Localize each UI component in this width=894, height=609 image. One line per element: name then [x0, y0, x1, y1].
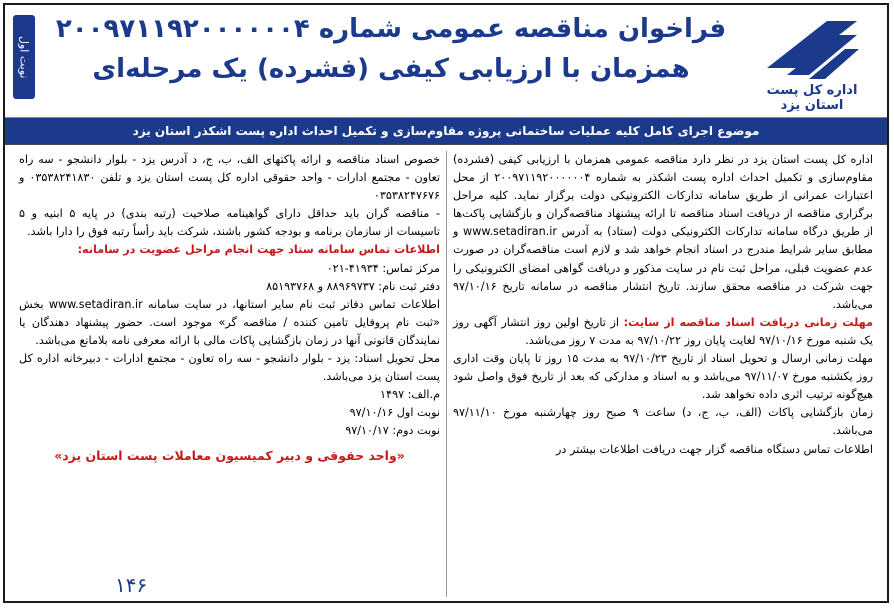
- right-column: [446, 151, 879, 597]
- second-turn-date: نوبت دوم: ۹۷/۱۰/۱۷: [345, 424, 440, 438]
- notice-subtitle: همزمان با ارزیابی کیفی (فشرده) یک مرحله‌ای: [92, 54, 690, 84]
- contact-address: خصوص اسناد مناقصه و ارائه پاکتهای الف، ب، ج، د آدرس یزد - بلوار دانشجو - سه راه تعاون - مجتمع ادارات - واحد حقوقی اداره کل پست استان یزد و تلفن ۰۳۵۳۸۲۴۱۸۳۰ و ۰۳۵۳۸۲۴۷۶۷۶: [19, 153, 440, 203]
- post-logo-icon: [757, 13, 867, 83]
- signature-line: «واحد حقوقی و دبیر کمیسیون معاملات پست استان یزد»: [54, 447, 405, 463]
- post-logo: [747, 13, 877, 113]
- registration-info: اطلاعات تماس دفاتر ثبت نام سایر استانها، در سایت سامانه www.setadiran.ir بخش «ثبت نام پروفایل تامین کننده / مناقصه گر» موجود است. حضور پیشنهاد دهندگان یا نمایندگان قانونی آنها در زمان بازگشایی پاکات مالی با ارائه معرفی نامه بلامانع می‌باشد.: [19, 297, 440, 347]
- setad-contact-heading: اطلاعات تماس سامانه ستاد جهت انجام مراحل عضویت در سامانه:: [77, 243, 440, 257]
- turn-badge: نوبت اول: [13, 15, 35, 99]
- reference-number: م.الف: ۱۴۹۷: [380, 388, 440, 402]
- organization-name: اداره کل پست استان یزد: [766, 83, 858, 113]
- document-deadline: از تاریخ اولین روز انتشار آگهی روز یک شنبه مورخ ۹۷/۱۰/۱۶ لغایت پایان روز ۹۷/۱۰/۲۲ به مدت ۷ روز می‌باشد.: [453, 315, 873, 347]
- qualification-requirement: - مناقصه گران باید حداقل دارای گواهینامه صلاحیت (رتبه بندی) در پایه ۵ ابنیه و ۵ تاسیسات از سازمان برنامه و بودجه کشور باشند، شرکت باید رأساً رتبه فوق را دارا باشد.: [19, 207, 440, 239]
- tender-notice-page: [3, 3, 889, 603]
- intro-paragraph: اداره کل پست استان یزد در نظر دارد مناقصه عمومی همزمان با ارزیابی کیفی (فشرده) مقاوم‌سازی و تکمیل احداث اداره پست اشکذر به شماره ۲۰۰۹۷۱۱۹۲۰۰۰۰۰۰۴ از محل اعتبارات عمرانی از طریق سامانه تدارکات الکترونیکی دولت برگزار نماید. کلیه مراحل برگزاری مناقصه از دریافت اسناد مناقصه تا ارائه پیشنهاد مناقصه‌گران و بازگشایی پاکت‌ها از طریق درگاه سامانه تدارکات الکترونیکی دولت (ستاد) به آدرس www.setadiran.ir و مطابق سایر شرایط مندرج در اسناد انجام خواهد شد و لازم است مناقصه‌گران در صورت عدم عضویت قبلی، مراحل ثبت نام در سایت مذکور و دریافت گواهی امضای الکترونیکی را جهت شرکت در مناقصه محقق سازند. تاریخ انتشار مناقصه در سامانه تاریخ ۹۷/۱۰/۱۶ می‌باشد.: [453, 153, 873, 311]
- title-block: [45, 9, 737, 89]
- submission-deadline: مهلت زمانی ارسال و تحویل اسناد از تاریخ ۹۷/۱۰/۲۳ به مدت ۱۵ روز تا پایان وقت اداری روز یکشنبه مورخ ۹۷/۱۱/۰۷ می‌باشد و به اسناد و مدارکی که بعد از تاریخ فوق واصل شود هیچ‌گونه ترتیب اثری داده نخواهد شد.: [453, 352, 874, 402]
- contact-intro: اطلاعات تماس دستگاه مناقصه گزار جهت دریافت اطلاعات بیشتر در: [556, 442, 873, 456]
- left-column: [13, 151, 446, 597]
- delivery-location: محل تحویل اسناد: یزد - بلوار دانشجو - سه راه تعاون - مجتمع ادارات - دبیرخانه اداره کل پست استان یزد می‌باشد.: [19, 352, 440, 384]
- subject-bar: موضوع اجرای کامل کلیه عملیات ساختمانی پروژه مقاوم‌سازی و تکمیل احداث اداره پست اشکذر استان یزد: [5, 118, 887, 145]
- deadline-heading: مهلت زمانی دریافت اسناد مناقصه از سایت:: [623, 315, 873, 329]
- opening-time: زمان بازگشایی پاکات (الف، ب، ج، د) ساعت ۹ صبح روز چهارشنبه مورخ ۹۷/۱۱/۱۰ می‌باشد.: [453, 406, 873, 438]
- notice-header: [5, 5, 887, 118]
- registration-office: دفتر ثبت نام: ۸۸۹۶۹۷۳۷ و ۸۵۱۹۳۷۶۸: [266, 279, 440, 293]
- call-center: مرکز تماس: ۴۱۹۳۴-۰۲۱: [326, 261, 440, 275]
- first-turn-date: نوبت اول ۹۷/۱۰/۱۶: [349, 406, 440, 420]
- notice-body: [5, 145, 887, 597]
- handwritten-note: ۱۴۶: [115, 573, 148, 597]
- notice-title: فراخوان مناقصه عمومی شماره ۲۰۰۹۷۱۱۹۲۰۰۰۰۰۰۴: [55, 14, 727, 44]
